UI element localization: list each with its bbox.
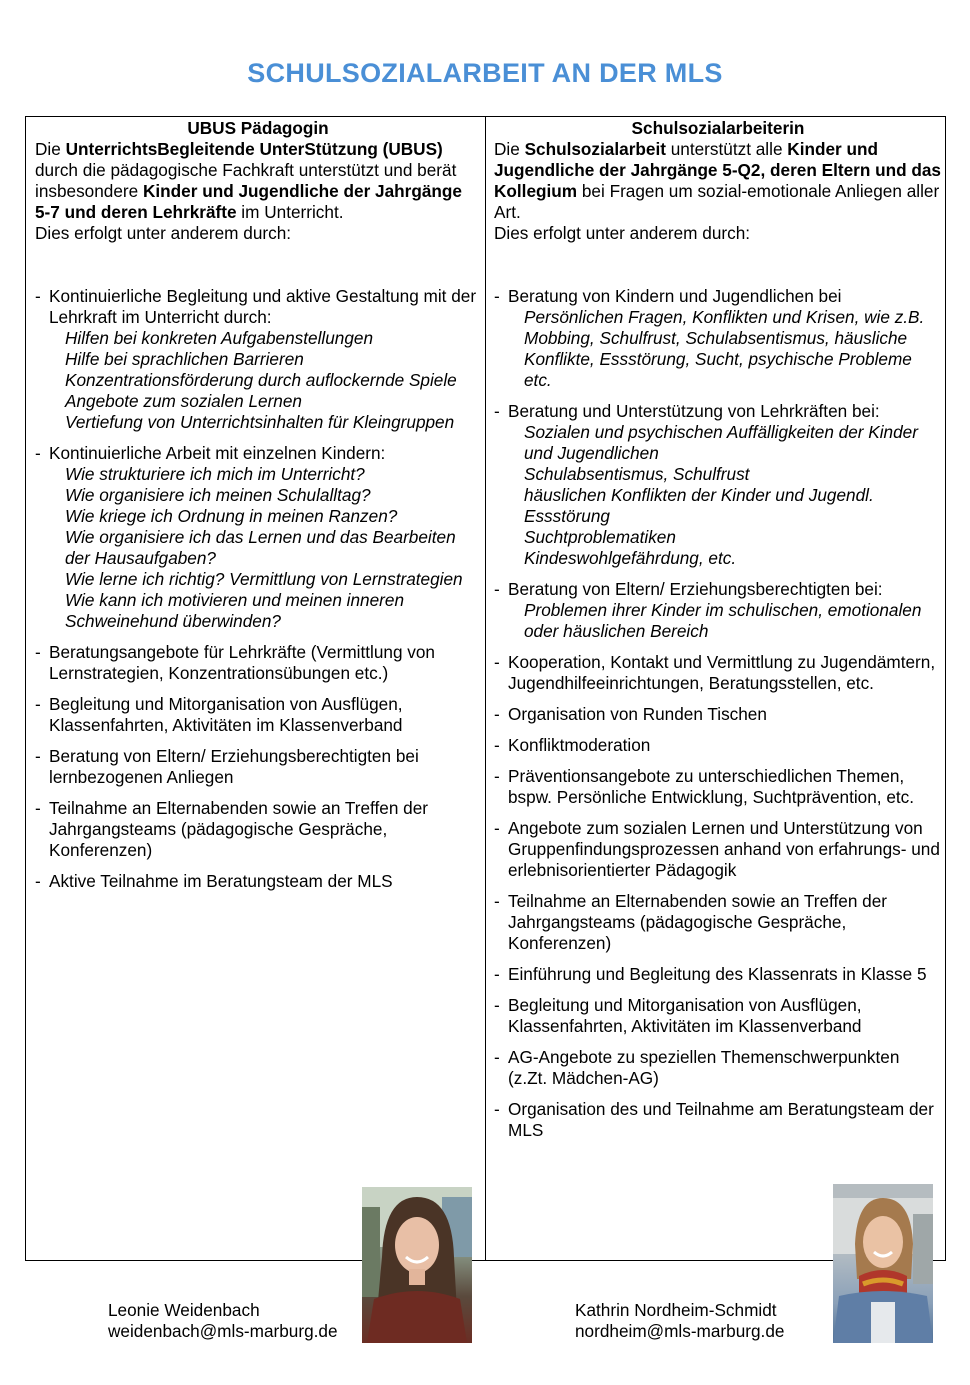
schulsozialarbeit-column: [494, 118, 942, 1151]
list-item: - Begleitung und Mitorganisation von Ausflügen, Klassenfahrten, Aktivitäten im Klassenverband: [494, 995, 942, 1037]
list-item: - Teilnahme an Elternabenden sowie an Treffen der Jahrgangsteams (pädagogische Gespräche, Konferenzen): [35, 798, 481, 861]
list-item: - AG-Angebote zu speziellen Themenschwerpunkten (z.Zt. Mädchen-AG): [494, 1047, 942, 1089]
ubus-list: [35, 286, 481, 892]
ubus-intro: Die UnterrichtsBegleitende UnterStützung (UBUS) durch die pädagogische Fachkraft unterstützt und berät insbesondere Kinder und Jugendliche der Jahrgänge 5-7 und deren Lehrkräfte im Unterricht. Dies erfolgt unter anderem durch:: [35, 139, 462, 243]
list-item: - Organisation von Runden Tischen: [494, 704, 942, 725]
portrait-photo-weidenbach: [362, 1187, 472, 1343]
list-item: - Einführung und Begleitung des Klassenrats in Klasse 5: [494, 964, 942, 985]
list-item: - Beratung von Eltern/ Erziehungsberechtigten bei lernbezogenen Anliegen: [35, 746, 481, 788]
list-item: - Teilnahme an Elternabenden sowie an Treffen der Jahrgangsteams (pädagogische Gespräche, Konferenzen): [494, 891, 942, 954]
list-item: - Kontinuierliche Arbeit mit einzelnen Kindern: Wie strukturiere ich mich im Unterricht? Wie organisiere ich meinen Schulalltag? Wie kriege ich Ordnung in meinen Ranzen? Wie organisiere ich das Lernen und das Bearbeiten der Hausaufgaben? Wie lerne ich richtig? Vermittlung von Lernstrategien Wie kann ich motivieren und meinen inneren Schweinehund überwinden?: [35, 443, 481, 632]
ubus-heading: UBUS Pädagogin: [187, 118, 329, 138]
list-item: - Beratung von Kindern und Jugendlichen bei Persönlichen Fragen, Konflikten und Krisen, wie z.B. Mobbing, Schulfrust, Schulabsentismus, häusliche Konflikte, Essstörung, Sucht, psychische Probleme etc.: [494, 286, 942, 391]
list-item: - Kooperation, Kontakt und Vermittlung zu Jugendämtern, Jugendhilfeeinrichtungen, Beratungsstellen, etc.: [494, 652, 942, 694]
contact-weidenbach: [108, 1300, 338, 1342]
list-item: - Präventionsangebote zu unterschiedlichen Themen, bspw. Persönliche Entwicklung, Suchtprävention, etc.: [494, 766, 942, 808]
schulsozialarbeit-list: [494, 286, 942, 1141]
list-item: - Aktive Teilnahme im Beratungsteam der MLS: [35, 871, 481, 892]
list-item: - Angebote zum sozialen Lernen und Unterstützung von Gruppenfindungsprozessen anhand von erfahrungs- und erlebnisorientierter Pädagogik: [494, 818, 942, 881]
contact-name: Kathrin Nordheim-Schmidt: [575, 1300, 777, 1320]
contact-nordheim-schmidt: [575, 1300, 784, 1342]
column-divider: [485, 116, 486, 1261]
list-item: - Beratung und Unterstützung von Lehrkräften bei: Sozialen und psychischen Auffälligkeiten der Kinder und Jugendlichen Schulabsentismus, Schulfrust häuslichen Konflikten der Kinder und Jugendl. Essstörung Suchtproblematiken Kindeswohlgefährdung, etc.: [494, 401, 942, 569]
portrait-photo-nordheim-schmidt: [833, 1184, 933, 1343]
schulsozialarbeit-heading: Schulsozialarbeiterin: [631, 118, 805, 138]
list-item: - Beratungsangebote für Lehrkräfte (Vermittlung von Lernstrategien, Konzentrationsübungen etc.): [35, 642, 481, 684]
list-item: - Kontinuierliche Begleitung und aktive Gestaltung mit der Lehrkraft im Unterricht durch: Hilfen bei konkreten Aufgabenstellungen Hilfe bei sprachlichen Barrieren Konzentrationsförderung durch auflockernde Spiele Angebote zum sozialen Lernen Vertiefung von Unterrichtsinhalten für Kleingruppen: [35, 286, 481, 433]
contact-email[interactable]: weidenbach@mls-marburg.de: [108, 1321, 338, 1341]
list-item: - Organisation des und Teilnahme am Beratungsteam der MLS: [494, 1099, 942, 1141]
list-item: - Beratung von Eltern/ Erziehungsberechtigten bei: Problemen ihrer Kinder im schulischen, emotionalen oder häuslichen Bereich: [494, 579, 942, 642]
list-item: - Konfliktmoderation: [494, 735, 942, 756]
list-item: - Begleitung und Mitorganisation von Ausflügen, Klassenfahrten, Aktivitäten im Klassenverband: [35, 694, 481, 736]
page-title: SCHULSOZIALARBEIT AN DER MLS: [247, 58, 723, 88]
ubus-column: [35, 118, 481, 902]
schulsozialarbeit-intro: Die Schulsozialarbeit unterstützt alle Kinder und Jugendliche der Jahrgänge 5-Q2, deren Eltern und das Kollegium bei Fragen um sozial-emotionale Anliegen aller Art. Dies erfolgt unter anderem durch:: [494, 139, 941, 243]
contact-email[interactable]: nordheim@mls-marburg.de: [575, 1321, 785, 1341]
contact-name: Leonie Weidenbach: [108, 1300, 260, 1320]
